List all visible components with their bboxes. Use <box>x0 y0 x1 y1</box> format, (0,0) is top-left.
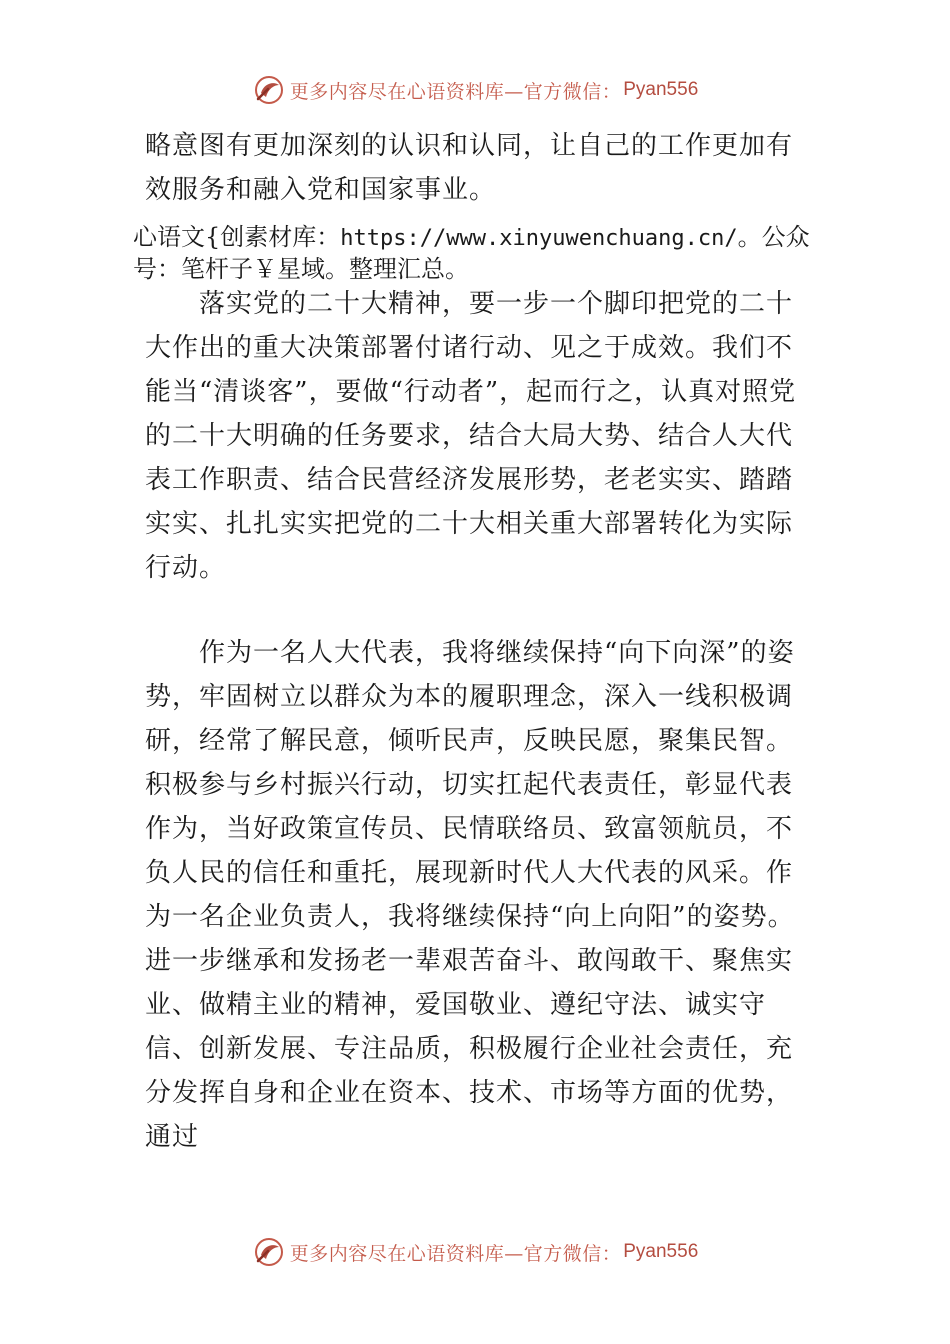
banner-text: 更多内容尽在心语资料库—官方微信： <box>289 1242 622 1265</box>
header-banner <box>0 70 950 110</box>
source-suffix: 。公众号：笔杆子￥星域。整理汇总。 <box>133 223 810 283</box>
paragraph-1: 略意图有更加深刻的认识和认同，让自己的工作更加有效服务和融入党和国家事业。 <box>145 131 794 205</box>
source-url: https://www.xinyuwenchuang.cn/ <box>340 226 738 251</box>
paragraph-3: 作为一名人大代表，我将继续保持“向下向深”的姿势，牢固树立以群众为本的履职理念，深入一线积极调研，经常了解民意，倾听民声，反映民愿，聚集民智。积极参与乡村振兴行动，切实扛起代表责任，彰显代表作为，当好政策宣传员、民情联络员、致富领航员，不负人民的信任和重托，展现新时代人大代表的风采。作为一名企业负责人，我将继续保持“向上向阳”的姿势。进一步继承和发扬老一辈艰苦奋斗、敢闯敢干、聚焦实业、做精主业的精神，爱国敬业、遵纪守法、诚实守信、创新发展、专注品质，积极履行企业社会责任，充分发挥自身和企业在资本、技术、市场等方面的优势，通过 <box>145 638 795 1152</box>
paragraph-2: 落实党的二十大精神，要一步一个脚印把党的二十大作出的重大决策部署付诸行动、见之于成效。我们不能当“清谈客”，要做“行动者”，起而行之，认真对照党的二十大明确的任务要求，结合大局大势、结合人大代表工作职责、结合民营经济发展形势，老老实实、踏踏实实、扎扎实实把党的二十大相关重大部署转化为实际行动。 <box>145 289 797 583</box>
footer-banner <box>0 1232 950 1272</box>
source-note <box>133 222 833 284</box>
source-prefix: 心语文{创素材库： <box>133 223 341 251</box>
wechat-id: Pyan556 <box>623 1241 699 1262</box>
banner-text: 更多内容尽在心语资料库—官方微信： <box>289 80 622 103</box>
wechat-id: Pyan556 <box>623 79 699 100</box>
logo-icon <box>252 1235 286 1269</box>
logo-icon <box>252 73 286 107</box>
